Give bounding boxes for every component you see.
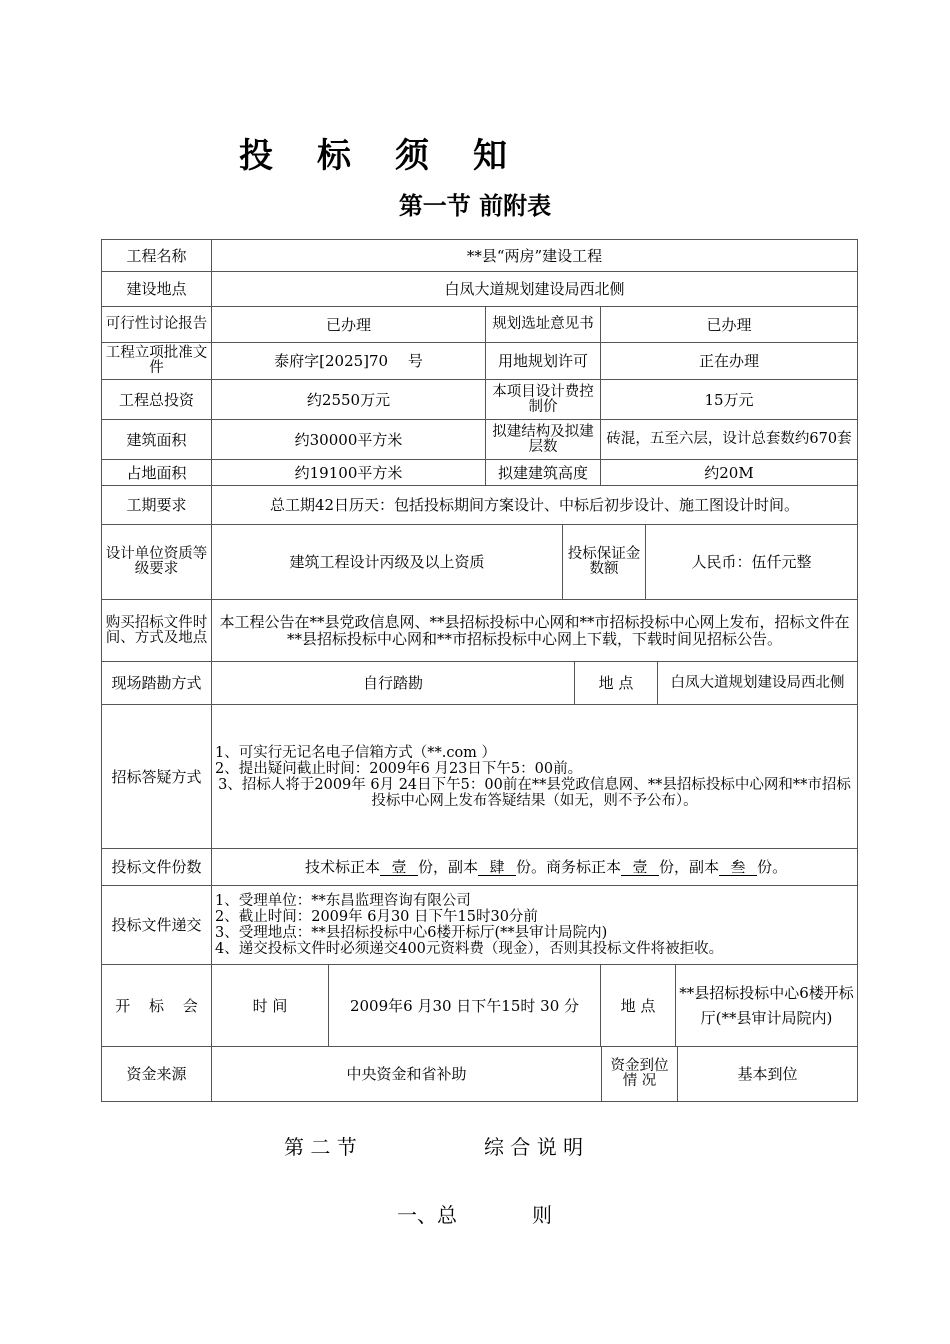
submit-line-3: 3、受理地点：**县招标投标中心6楼开标厅(**县审计局院内) [215,925,608,941]
building-area-value: 约30000平方米 [211,419,486,460]
site-opinion-value: 已办理 [600,306,858,343]
feasibility-value: 已办理 [211,306,486,343]
approval-label: 工程立项批准文 件 [101,342,212,380]
project-name-label: 工程名称 [101,239,212,272]
height-value: 约20M [600,459,858,486]
bond-label: 投标保证金数额 [562,524,646,600]
project-name-value: **县“两房”建设工程 [211,239,858,272]
qualification-value: 建筑工程设计丙级及以上资质 [211,524,563,600]
funds-label: 资金来源 [101,1046,212,1102]
copies-text-4: 份，副本 [659,857,720,876]
copies-label: 投标文件份数 [101,848,212,886]
location-label: 建设地点 [101,271,212,307]
page-title: 投标须知 [239,136,551,176]
site-visit-place-label: 地 点 [574,661,658,705]
schedule-value: 总工期42日历天：包括投标期间方案设计、中标后初步设计、施工图设计时间。 [211,485,858,525]
qa-line-1: 1、可实行无记名电子信箱方式（**.com ） [215,744,497,761]
section-3-title: 则 [532,1203,552,1227]
submit-line-4: 4、递交投标文件时必须递交400元资料费（现金），否则其投标文件将被拒收。 [215,941,724,957]
height-label: 拟建建筑高度 [485,459,601,486]
copies-text-1: 技术标正本 [305,857,381,876]
feasibility-label: 可行性讨论报告 [101,306,212,343]
qa-line-3: 3、招标人将于2009年 6月 24日下午5：00前在**县党政信息网、**县招标投标中心网和**市招标投标中心网上发布答疑结果（如无，则不予公布）。 [218,776,851,809]
copies-tech-copies: 肆 [478,859,516,876]
opening-time-label: 时 间 [211,964,329,1047]
section-3-number: 一、总 [397,1203,457,1227]
building-area-label: 建筑面积 [101,419,212,460]
purchase-value: 本工程公告在**县党政信息网、**县招标投标中心网和**市招标投标中心网上发布，招标文件在**县招标投标中心网和**市招标投标中心网上下载，下载时间见招标公告。 [211,599,858,662]
site-opinion-label: 规划选址意见书 [485,306,601,343]
qualification-label: 设计单位资质等级要求 [101,524,212,600]
site-visit-value: 自行踏勘 [211,661,575,705]
purchase-label: 购买招标文件时间、方式及地点 [101,599,212,662]
land-area-value: 约19100平方米 [211,459,486,486]
opening-place-label: 地 点 [600,964,676,1047]
investment-label: 工程总投资 [101,379,212,420]
submit-value [211,885,858,965]
site-visit-label: 现场踏勘方式 [101,661,212,705]
opening-label: 开 标 会 [101,964,212,1047]
funds-value: 中央资金和省补助 [211,1046,602,1102]
bond-value: 人民币：伍仟元整 [645,524,858,600]
copies-tech-original: 壹 [380,859,418,876]
approval-value: 泰府字[2025]70 号 [211,342,486,380]
qa-line-2: 2、提出疑问截止时间：2009年6 月23日下午5：00前。 [215,760,583,777]
design-fee-label: 本项目设计费控制价 [485,379,601,420]
investment-value: 约2550万元 [211,379,486,420]
qa-label: 招标答疑方式 [101,704,212,849]
structure-label: 拟建结构及拟建层数 [485,419,601,460]
copies-biz-original: 壹 [621,859,659,876]
land-permit-value: 正在办理 [600,342,858,380]
submit-line-1: 1、受理单位：**东昌监理咨询有限公司 [215,893,471,909]
opening-time-value: 2009年6 月30 日下午15时 30 分 [328,964,601,1047]
section-1-heading: 第一节 前附表 [398,192,552,220]
qa-value [211,704,858,849]
submit-line-2: 2、截止时间：2009年 6月30 日下午15时30分前 [215,909,538,925]
submit-label: 投标文件递交 [101,885,212,965]
land-area-label: 占地面积 [101,459,212,486]
section-2-title: 综 合 说 明 [484,1135,584,1159]
copies-value [211,848,858,886]
design-fee-value: 15万元 [600,379,858,420]
section-2-number: 第 二 节 [284,1135,357,1159]
land-permit-label: 用地规划许可 [485,342,601,380]
location-value: 白凤大道规划建设局西北侧 [211,271,858,307]
funds-status-label: 资金到位情 况 [601,1046,678,1102]
copies-text-2: 份，副本 [418,857,479,876]
copies-text-3: 份。商务标正本 [516,857,622,876]
schedule-label: 工期要求 [101,485,212,525]
opening-place-value: **县招标投标中心6楼开标厅(**县审计局院内) [675,964,858,1047]
copies-biz-copies: 叁 [719,859,757,876]
copies-text-5: 份。 [757,857,788,876]
site-visit-place-value: 白凤大道规划建设局西北侧 [657,661,858,705]
funds-status-value: 基本到位 [677,1046,858,1102]
structure-value: 砖混，五至六层，设计总套数约670套 [600,419,858,460]
